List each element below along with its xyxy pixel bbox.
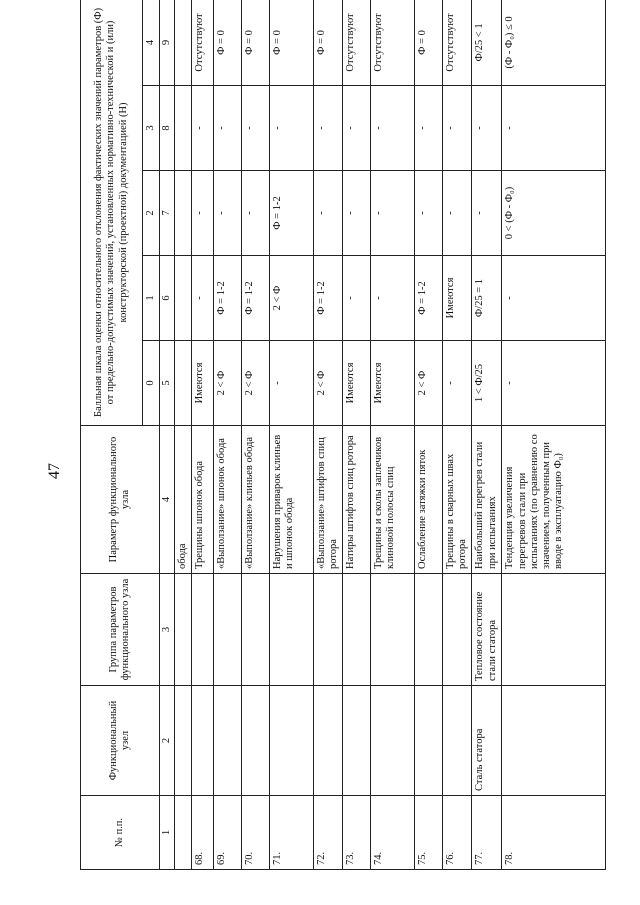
- row-score-4: Ф = 0: [415, 0, 443, 86]
- row-param: Нарушения приварок клиньев и шпонок обода: [270, 426, 314, 574]
- row-group: [214, 574, 242, 686]
- row-score-0: -: [443, 341, 472, 426]
- row-score-2: -: [415, 171, 443, 256]
- row-score-2: -: [314, 171, 343, 256]
- row-score-1: Ф = 1-2: [415, 256, 443, 341]
- header-score-1: 1: [143, 256, 160, 341]
- row-score-3: -: [502, 86, 606, 171]
- row-score-0: Имеются: [371, 341, 415, 426]
- row-param: Трещины и сколы заплечиков клиновой полосы спиц: [371, 426, 415, 574]
- header-no: № п.п.: [81, 796, 160, 870]
- table-row: [472, 0, 502, 870]
- row-score-0: 1 < Ф/25: [472, 341, 502, 426]
- col-number: 6: [160, 256, 175, 341]
- header-node: Функциональный узел: [81, 686, 160, 796]
- row-score-0: Имеются: [343, 341, 371, 426]
- row-node: [415, 686, 443, 796]
- row-node: [371, 686, 415, 796]
- row-score-2: -: [472, 171, 502, 256]
- row-score-2: -: [371, 171, 415, 256]
- row-score-0: 2 < Ф: [242, 341, 270, 426]
- row-group: [242, 574, 270, 686]
- row-score-1: Ф/25 = 1: [472, 256, 502, 341]
- row-param: Трещины в сварных швах ротора: [443, 426, 472, 574]
- row-score-1: -: [502, 256, 606, 341]
- col-number: 3: [160, 574, 175, 686]
- row-score-4: Ф/25 < 1: [472, 0, 502, 86]
- table-row: [502, 0, 606, 870]
- row-score-1: Ф = 1-2: [242, 256, 270, 341]
- row-score-4: Отсутствуют: [443, 0, 472, 86]
- row-score-3: -: [415, 86, 443, 171]
- row-score-2: -: [192, 171, 214, 256]
- col-number: 4: [160, 426, 175, 574]
- row-node: Сталь статора: [472, 686, 502, 796]
- row-group: [502, 574, 606, 686]
- row-param: Наибольший перегрев стали при испытаниях: [472, 426, 502, 574]
- row-param: «Выползание» шпонок обода: [214, 426, 242, 574]
- row-no: 76.: [443, 796, 472, 870]
- row-score-3: -: [214, 86, 242, 171]
- row-score-4: Ф = 0: [214, 0, 242, 86]
- col-number: 2: [160, 686, 175, 796]
- row-score-0: 2 < Ф: [214, 341, 242, 426]
- rotated-table-container: [80, 0, 640, 870]
- row-group: [314, 574, 343, 686]
- row-score-1: -: [192, 256, 214, 341]
- row-score-4: Ф = 0: [314, 0, 343, 86]
- header-param: Параметр функционального узла: [81, 426, 160, 574]
- row-score-4: Отсутствуют: [343, 0, 371, 86]
- row-node: [343, 686, 371, 796]
- row-group: [415, 574, 443, 686]
- row-score-2: Ф = 1-2: [270, 171, 314, 256]
- header-score-0: 0: [143, 341, 160, 426]
- row-score-2: 0 < (Ф - Ф₀): [502, 171, 606, 256]
- row-score-4: Отсутствуют: [371, 0, 415, 86]
- row-node: [270, 686, 314, 796]
- col-number: 7: [160, 171, 175, 256]
- row-group: [371, 574, 415, 686]
- table-row: [192, 0, 214, 870]
- row-group: [443, 574, 472, 686]
- row-group: [192, 574, 214, 686]
- cont-cell: обода: [175, 426, 192, 574]
- row-node: [443, 686, 472, 796]
- row-group: Тепловое состояние стали статора: [472, 574, 502, 686]
- row-score-2: -: [343, 171, 371, 256]
- row-node: [502, 686, 606, 796]
- row-param: Натиры штифтов спиц ротора: [343, 426, 371, 574]
- header-score-2: 2: [143, 171, 160, 256]
- row-no: 75.: [415, 796, 443, 870]
- row-score-1: Ф = 1-2: [314, 256, 343, 341]
- col-number: 9: [160, 0, 175, 86]
- row-node: [314, 686, 343, 796]
- row-score-4: (Ф - Ф₀) ≤ 0: [502, 0, 606, 86]
- row-node: [242, 686, 270, 796]
- row-score-1: Ф = 1-2: [214, 256, 242, 341]
- score-table: [80, 0, 606, 870]
- table-row: [314, 0, 343, 870]
- row-score-1: Имеются: [443, 256, 472, 341]
- row-score-1: -: [371, 256, 415, 341]
- row-score-2: -: [242, 171, 270, 256]
- row-no: 68.: [192, 796, 214, 870]
- row-group: [343, 574, 371, 686]
- table-row: [242, 0, 270, 870]
- header-score-3: 3: [143, 86, 160, 171]
- header-scale: Балльная шкала оценки относительного отклонения фактических значений параметров (Ф) от предельно-допустимых значений, установленных нормативно-технической и (или) конструкторской (проектной) документацией (Н): [81, 0, 143, 426]
- row-no: 69.: [214, 796, 242, 870]
- row-score-1: -: [343, 256, 371, 341]
- page-number: 47: [46, 463, 63, 479]
- row-score-3: -: [371, 86, 415, 171]
- row-score-4: Отсутствуют: [192, 0, 214, 86]
- row-score-2: -: [214, 171, 242, 256]
- col-number: 1: [160, 796, 175, 870]
- row-node: [192, 686, 214, 796]
- row-score-0: Имеются: [192, 341, 214, 426]
- row-no: 73.: [343, 796, 371, 870]
- col-number: 5: [160, 341, 175, 426]
- row-score-3: -: [472, 86, 502, 171]
- row-score-3: -: [314, 86, 343, 171]
- row-score-0: 2 < Ф: [415, 341, 443, 426]
- row-score-0: -: [270, 341, 314, 426]
- row-score-3: -: [242, 86, 270, 171]
- table-row: [415, 0, 443, 870]
- row-no: 77.: [472, 796, 502, 870]
- row-score-3: -: [270, 86, 314, 171]
- row-no: 74.: [371, 796, 415, 870]
- row-score-0: 2 < Ф: [314, 341, 343, 426]
- col-number: 8: [160, 86, 175, 171]
- table-row: [343, 0, 371, 870]
- row-group: [270, 574, 314, 686]
- row-score-3: -: [443, 86, 472, 171]
- header-group: Группа параметров функционального узла: [81, 574, 160, 686]
- table-row: [214, 0, 242, 870]
- row-param: «Выползание» клиньев обода: [242, 426, 270, 574]
- header-score-4: 4: [143, 0, 160, 86]
- row-no: 78.: [502, 796, 606, 870]
- row-param: Тенденция увеличения перегревов стали при испытаниях (по сравнению со значением, полученным при вводе в эксплуатацию Ф₀): [502, 426, 606, 574]
- table-row: [443, 0, 472, 870]
- row-param: Трещины шпонок обода: [192, 426, 214, 574]
- row-param: Ослабление затяжки пяток: [415, 426, 443, 574]
- row-score-0: -: [502, 341, 606, 426]
- row-no: 72.: [314, 796, 343, 870]
- row-score-4: Ф = 0: [270, 0, 314, 86]
- row-score-1: 2 < Ф: [270, 256, 314, 341]
- table-row: [371, 0, 415, 870]
- row-node: [214, 686, 242, 796]
- row-no: 71.: [270, 796, 314, 870]
- row-no: 70.: [242, 796, 270, 870]
- row-param: «Выползание» штифтов спиц ротора: [314, 426, 343, 574]
- row-score-4: Ф = 0: [242, 0, 270, 86]
- row-score-2: -: [443, 171, 472, 256]
- row-score-3: -: [343, 86, 371, 171]
- row-score-3: -: [192, 86, 214, 171]
- table-row: [270, 0, 314, 870]
